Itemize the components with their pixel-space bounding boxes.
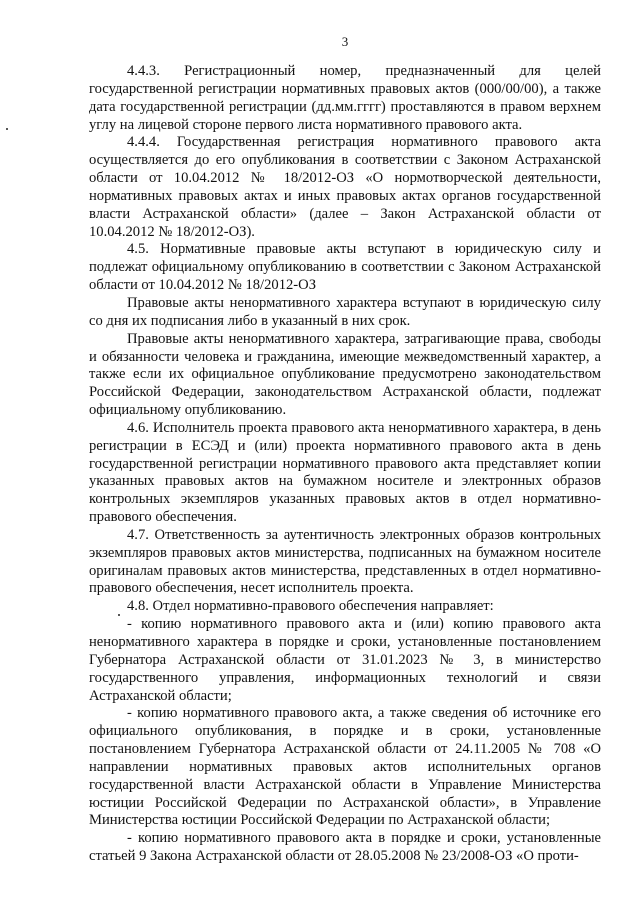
document-body xyxy=(89,63,601,866)
paragraph-non-normative-force: Правовые акты ненормативного характера вступают в юридическую силу со дня их подписания либо в указанный в них срок. xyxy=(89,294,601,329)
paragraph-4-6: 4.6. Исполнитель проекта правового акта ненормативного характера, в день регистрации в ЕСЭД и (или) проекта нормативного правового акта в день государственной регистрации нормативного правового акта представляет копии указанных правовых актов на бумажном носителе и электронных образов контрольных экземпляров указанных правовых актов в отдел нормативно-правового обеспечения. xyxy=(89,419,601,526)
paragraph-4-4-3: 4.4.3. Регистрационный номер, предназначенный для целей государственной регистрации нормативных правовых актов (000/00/00), а также дата государственной регистрации (дд.мм.гггг) проставляются в правом верхнем углу на лицевой стороне первого листа нормативного правового акта. xyxy=(89,63,601,133)
paragraph-non-normative-publication: Правовые акты ненормативного характера, затрагивающие права, свободы и обязанности человека и гражданина, имеющие межведомственный характер, а также если их официальное опубликование предусмотрено законодательством Российской Федерации, законодательством Астраханской области, подлежат официальному опубликованию. xyxy=(89,330,601,419)
paragraph-4-7: 4.7. Ответственность за аутентичность электронных образов контрольных экземпляров правовых актов министерства, подписанных на бумажном носителе оригиналам правовых актов министерства, представленных в отдел нормативно-правового обеспечения, несет исполнитель проекта. xyxy=(89,526,601,597)
list-item-governor-decree-3: - копию нормативного правового акта и (или) копию правового акта ненормативного характера в порядке и сроки, установленные постановлением Губернатора Астраханской области от 31.01.2023 № 3, в министерство государственного управления, информационных технологий и связи Астраханской области; xyxy=(89,616,601,704)
paragraph-4-8: 4.8. Отдел нормативно-правового обеспечения направляет: xyxy=(127,598,494,615)
paragraph-4-4-4: 4.4.4. Государственная регистрация нормативного правового акта осуществляется до его опубликования в соответствии с Законом Астраханской области от 10.04.2012 № 18/2012-ОЗ «О нормотворческой деятельности, нормативных правовых актах и иных правовых актах органов государственной власти Астраханской области» (далее – Закон Астраханской области от 10.04.2012 № 18/2012-ОЗ). xyxy=(89,134,601,240)
list-item-governor-decree-708: - копию нормативного правового акта, а также сведения об источнике его официального опубликования, в порядке и в сроки, установленные постановлением Губернатора Астраханской области от 24.11.2005 № 708 «О направлении нормативных правовых актов исполнительных органов государственной власти Астраханской области в Управление Министерства юстиции Российской Федерации по Астраханской области», в Управление Министерства юстиции Российской Федерации по Астраханской области; xyxy=(89,705,601,829)
paragraph-4-5: 4.5. Нормативные правовые акты вступают в юридическую силу и подлежат официальному опубликованию в соответствии с Законом Астраханской области от 10.04.2012 № 18/2012-ОЗ xyxy=(89,241,601,294)
scan-speck xyxy=(118,614,120,616)
page-number: 3 xyxy=(341,34,349,49)
list-item-law-23-2008: - копию нормативного правового акта в порядке и сроки, установленные статьей 9 Закона Астраханской области от 28.05.2008 № 23/2008-ОЗ «О проти- xyxy=(89,830,601,865)
scan-speck xyxy=(6,128,8,130)
